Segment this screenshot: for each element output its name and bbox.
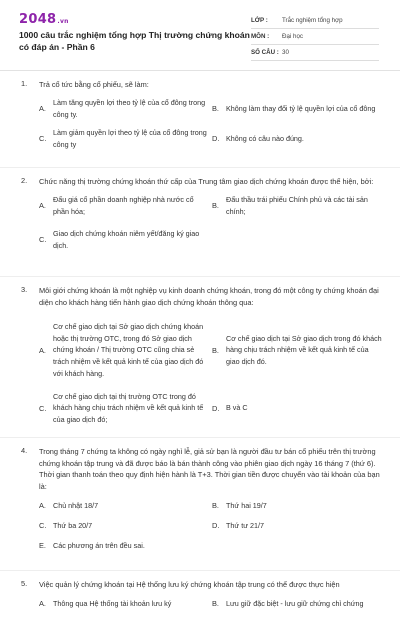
question-text: Môi giới chứng khoán là một nghiệp vụ kinh doanh chứng khoán, trong đó một công ty chứng khoán đại diện cho khách hàng tiến hành giao dịch chứng khoán thông qua:	[39, 286, 379, 307]
option-a[interactable]	[39, 97, 209, 121]
option-text: Chủ nhật 18/7	[53, 500, 99, 510]
option-c[interactable]	[39, 127, 209, 151]
option-letter: A.	[39, 104, 46, 114]
question-text: Trong tháng 7 chứng ta không có ngày nghỉ lễ, giả sử bạn là người đầu tư bán cổ phiếu trên thị trường chứng khoán tập trung và đã được báo là bán thành công vào phiên giao dịch ngày 16 tháng 7 (thứ 6). Thời gian thanh toán theo quy định hiện hành là T+3. Thời gian tiền được chuyển vào tài khoản của bạn là:	[39, 447, 380, 491]
question-1	[0, 79, 400, 169]
question-list	[0, 79, 400, 627]
option-text: Cơ chế giao dịch tại thị trường OTC trong đó khách hàng chịu trách nhiệm về kết quả kinh tế của giao dịch đó;	[53, 391, 204, 424]
option-letter: B.	[212, 345, 219, 355]
option-text: Thứ ba 20/7	[53, 520, 93, 530]
option-a[interactable]	[39, 498, 209, 512]
page-title: 1000 câu trắc nghiệm tổng hợp Thị trường chứng khoán có đáp án - Phần 6	[19, 30, 250, 52]
option-e[interactable]	[39, 538, 239, 552]
option-text: Thứ tư 21/7	[226, 520, 264, 530]
option-d[interactable]	[212, 390, 382, 426]
option-letter: D.	[212, 403, 220, 413]
question-number: 2.	[21, 176, 28, 185]
question-2	[0, 176, 400, 280]
option-text: Lưu giữ đặc biệt - lưu giữ chứng chỉ chứng	[226, 598, 364, 608]
option-a[interactable]	[39, 194, 209, 218]
option-text: Các phương án trên đều sai.	[53, 540, 145, 550]
option-a[interactable]	[39, 314, 211, 386]
option-b[interactable]	[212, 314, 382, 386]
option-letter: A.	[39, 500, 46, 510]
option-c[interactable]	[39, 390, 211, 426]
option-text: Đấu giá cổ phần doanh nghiệp nhà nước cổ phần hóa;	[53, 195, 194, 216]
option-a[interactable]	[39, 597, 209, 611]
question-number: 3.	[21, 285, 28, 294]
page-header	[0, 0, 400, 62]
question-number: 1.	[21, 79, 28, 88]
info-row-class	[251, 13, 379, 29]
option-text: Không làm thay đổi tỷ lệ quyền lợi của cổ đông	[226, 103, 376, 113]
question-5	[0, 579, 400, 619]
info-label: MÔN :	[251, 33, 270, 40]
option-d[interactable]	[212, 518, 382, 532]
option-letter: B.	[212, 201, 219, 211]
question-divider	[0, 437, 400, 438]
option-text: Giao dịch chứng khoán niêm yết/đăng ký giao dịch.	[53, 229, 200, 250]
info-label: LỚP :	[251, 17, 268, 24]
option-c[interactable]	[39, 518, 209, 532]
option-text: Đấu thầu trái phiếu Chính phủ và các tài sản chính;	[226, 195, 368, 216]
question-text: Việc quản lý chứng khoán tại Hệ thống lưu ký chứng khoán tập trung có thể được thực hiện	[39, 580, 340, 589]
option-text: B và C	[226, 403, 248, 413]
option-letter: B.	[212, 599, 219, 609]
logo-text: 2048	[19, 12, 57, 27]
option-letter: C.	[39, 235, 47, 245]
question-divider	[0, 570, 400, 571]
option-b[interactable]	[212, 97, 382, 121]
option-letter: D.	[212, 520, 220, 530]
option-b[interactable]	[212, 498, 382, 512]
question-number: 4.	[21, 446, 28, 455]
question-text: Chức năng thị trường chứng khoán thứ cấp của Trung tâm giao dịch chứng khoán được thể hiện, bởi:	[39, 177, 374, 186]
option-text: Làm tăng quyền lợi theo tỷ lệ của cổ đông trong công ty.	[53, 98, 206, 119]
option-text: Không có câu nào đúng.	[226, 133, 304, 143]
question-number: 5.	[21, 579, 28, 588]
option-b[interactable]	[212, 194, 382, 218]
option-text: Cơ chế giao dịch tại Sở giao dịch trong đó khách hàng chịu trách nhiệm về kết quả kinh tế của giao dịch đó.	[226, 333, 382, 366]
logo-suffix: .vn	[57, 18, 69, 25]
option-letter: C.	[39, 403, 47, 413]
question-4	[0, 446, 400, 574]
info-value: 30	[282, 49, 289, 56]
option-letter: B.	[212, 104, 219, 114]
option-letter: E.	[39, 540, 46, 550]
option-b[interactable]	[212, 597, 382, 611]
question-text: Trả cổ tức bằng cổ phiếu, sẽ làm:	[39, 80, 149, 89]
site-logo[interactable]	[19, 12, 69, 27]
header-divider	[0, 70, 400, 71]
option-text: Làm giảm quyền lợi theo tỷ lệ của cổ đông trong công ty	[53, 128, 207, 149]
option-letter: C.	[39, 520, 47, 530]
option-letter: C.	[39, 134, 47, 144]
option-c[interactable]	[39, 228, 209, 252]
option-letter: B.	[212, 500, 219, 510]
option-letter: A.	[39, 599, 46, 609]
question-divider	[0, 276, 400, 277]
info-row-subject	[251, 29, 379, 45]
info-label: SỐ CÂU :	[251, 49, 279, 56]
option-d[interactable]	[212, 127, 382, 151]
option-letter: A.	[39, 345, 46, 355]
option-text: Thứ hai 19/7	[226, 500, 267, 510]
info-value: Đại học	[282, 33, 303, 40]
info-value: Trắc nghiệm tổng hợp	[282, 17, 343, 24]
question-3	[0, 285, 400, 443]
question-divider	[0, 167, 400, 168]
option-text: Cơ chế giao dịch tại Sở giao dịch chứng khoán hoặc thị trường OTC, trong đó Sở giao dịch chứng khoán / Thị trường OTC cũng chia sẻ trách nhiệm về kết quả kinh tế của giao dịch đó với khách hàng.	[53, 322, 204, 378]
option-letter: A.	[39, 201, 46, 211]
info-panel	[251, 13, 379, 61]
option-text: Thông qua Hệ thống tài khoản lưu ký	[53, 598, 172, 608]
info-row-count	[251, 45, 379, 61]
option-letter: D.	[212, 134, 220, 144]
